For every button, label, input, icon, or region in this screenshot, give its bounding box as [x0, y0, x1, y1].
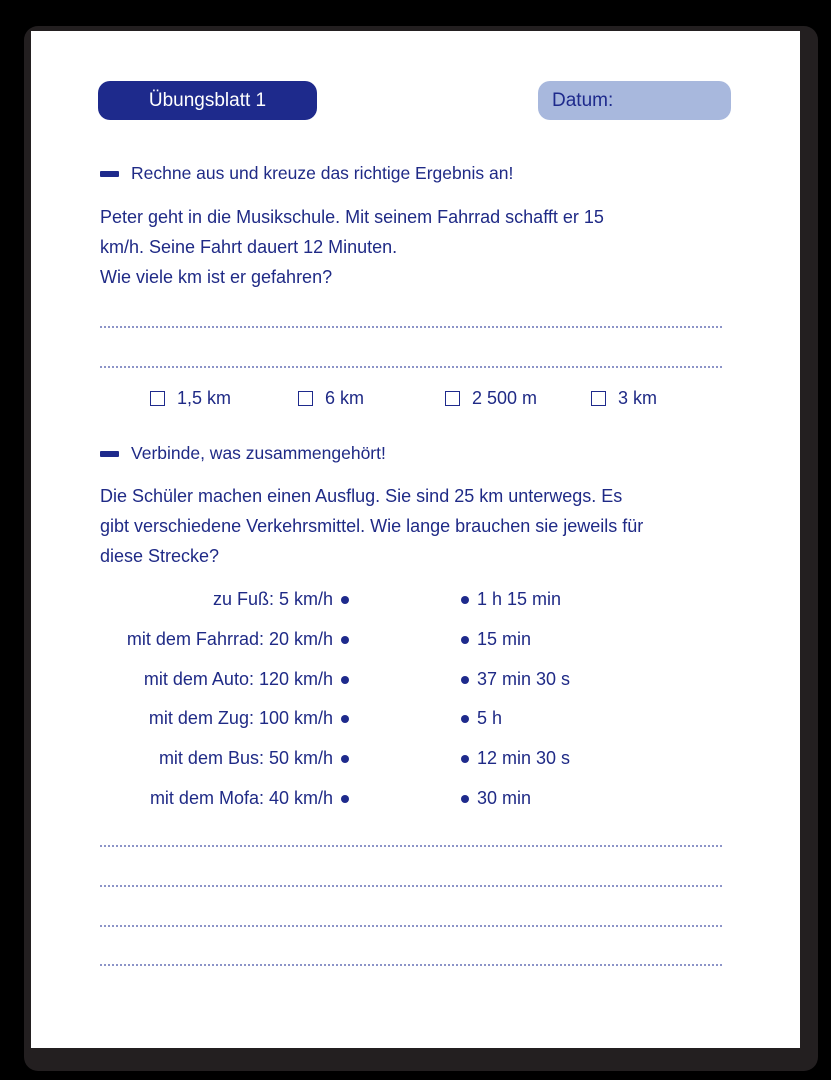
match-left-item[interactable]: [127, 629, 349, 650]
answer-line[interactable]: [100, 885, 722, 887]
option-label: 2 500 m: [472, 388, 538, 408]
speed-label: mit dem Bus: 50 km/h: [158, 748, 333, 768]
task2-text: [100, 481, 720, 571]
match-right-item[interactable]: [461, 629, 531, 650]
match-left-item[interactable]: [213, 589, 349, 610]
option-1[interactable]: [150, 388, 231, 409]
task1-instruction-text: Rechne aus und kreuze das richtige Ergebnis an!: [131, 163, 514, 183]
connector-dot-icon[interactable]: [341, 596, 349, 604]
connector-dot-icon[interactable]: [461, 636, 469, 644]
time-label: 5 h: [477, 708, 503, 728]
task1-line-2: km/h. Seine Fahrt dauert 12 Minuten.: [100, 237, 398, 257]
answer-line[interactable]: [100, 925, 722, 927]
match-row: [0, 669, 831, 697]
task2-line-3: diese Strecke?: [100, 546, 220, 566]
connector-dot-icon[interactable]: [341, 715, 349, 723]
match-left-item[interactable]: [149, 708, 349, 729]
title-text: Übungsblatt 1: [148, 89, 267, 111]
connector-dot-icon[interactable]: [341, 795, 349, 803]
checkbox-icon[interactable]: [445, 391, 460, 406]
connector-dot-icon[interactable]: [341, 636, 349, 644]
connector-dot-icon[interactable]: [341, 676, 349, 684]
worksheet-title: [98, 81, 317, 120]
task2-instruction: [100, 443, 386, 464]
speed-label: mit dem Fahrrad: 20 km/h: [126, 629, 333, 649]
speed-label: mit dem Mofa: 40 km/h: [149, 788, 333, 808]
match-left-item[interactable]: [144, 669, 349, 690]
match-row: [0, 708, 831, 736]
time-label: 1 h 15 min: [477, 589, 562, 609]
speed-label: mit dem Auto: 120 km/h: [143, 669, 333, 689]
time-label: 12 min 30 s: [477, 748, 571, 768]
connector-dot-icon[interactable]: [461, 795, 469, 803]
option-2[interactable]: [298, 388, 364, 409]
option-4[interactable]: [591, 388, 657, 409]
option-3[interactable]: [445, 388, 537, 409]
match-right-item[interactable]: [461, 589, 561, 610]
task2-instruction-text: Verbinde, was zusammengehört!: [131, 443, 386, 463]
match-right-item[interactable]: [461, 788, 531, 809]
task2-line-1: Die Schüler machen einen Ausflug. Sie sind 25 km unterwegs. Es: [100, 486, 623, 506]
match-row: [0, 788, 831, 816]
option-label: 3 km: [618, 388, 658, 408]
checkbox-icon[interactable]: [150, 391, 165, 406]
connector-dot-icon[interactable]: [461, 596, 469, 604]
answer-line[interactable]: [100, 326, 722, 328]
date-label: Datum:: [552, 89, 614, 111]
answer-line[interactable]: [100, 964, 722, 966]
time-label: 37 min 30 s: [477, 669, 571, 689]
time-label: 15 min: [477, 629, 532, 649]
connector-dot-icon[interactable]: [341, 755, 349, 763]
match-right-item[interactable]: [461, 669, 570, 690]
match-right-item[interactable]: [461, 708, 502, 729]
option-label: 1,5 km: [177, 388, 232, 408]
date-field[interactable]: [538, 81, 731, 120]
task1-line-3: Wie viele km ist er gefahren?: [100, 267, 333, 287]
match-row: [0, 589, 831, 617]
option-label: 6 km: [325, 388, 365, 408]
answer-line[interactable]: [100, 366, 722, 368]
connector-dot-icon[interactable]: [461, 755, 469, 763]
speed-label: zu Fuß: 5 km/h: [212, 589, 333, 609]
bullet-bar-icon: [100, 171, 119, 177]
task2-line-2: gibt verschiedene Verkehrsmittel. Wie lange brauchen sie jeweils für: [100, 516, 644, 536]
match-row: [0, 629, 831, 657]
match-row: [0, 748, 831, 776]
connector-dot-icon[interactable]: [461, 676, 469, 684]
task1-instruction: [100, 163, 513, 184]
answer-line[interactable]: [100, 845, 722, 847]
connector-dot-icon[interactable]: [461, 715, 469, 723]
time-label: 30 min: [477, 788, 532, 808]
checkbox-icon[interactable]: [298, 391, 313, 406]
answer-options: [0, 388, 831, 414]
match-left-item[interactable]: [150, 788, 349, 809]
checkbox-icon[interactable]: [591, 391, 606, 406]
speed-label: mit dem Zug: 100 km/h: [148, 708, 333, 728]
bullet-bar-icon: [100, 451, 119, 457]
match-right-item[interactable]: [461, 748, 570, 769]
task1-text: [100, 202, 720, 292]
match-left-item[interactable]: [159, 748, 349, 769]
task1-line-1: Peter geht in die Musikschule. Mit seinem Fahrrad schafft er 15: [100, 207, 604, 227]
